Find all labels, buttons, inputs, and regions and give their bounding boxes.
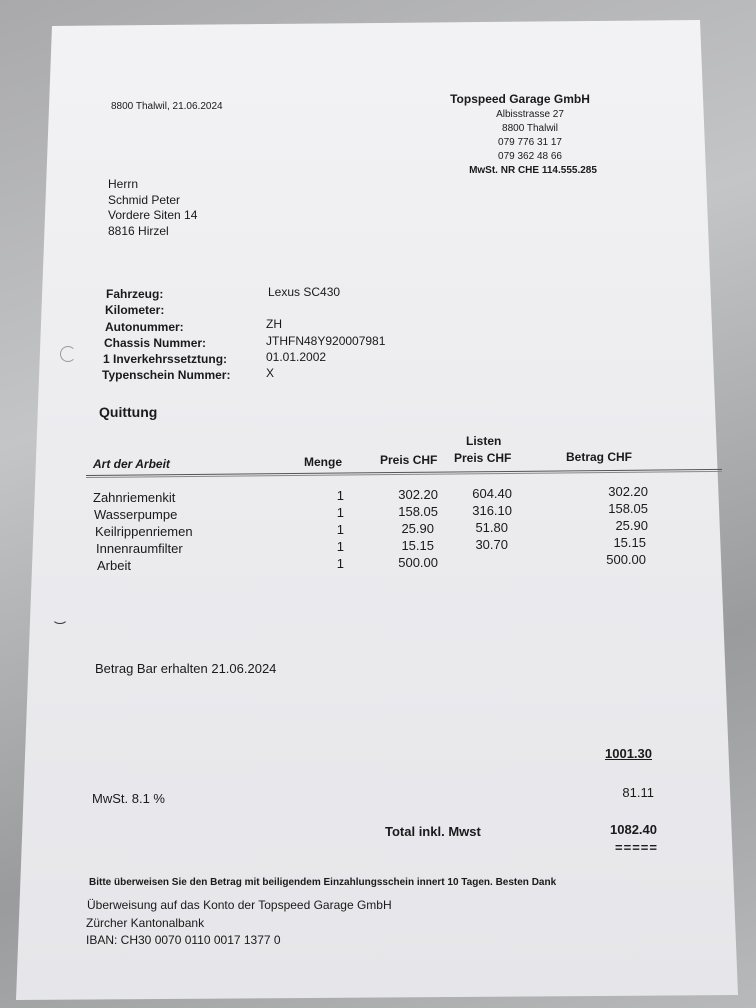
payment-notice: Bitte überweisen Sie den Betrag mit beiligendem Einzahlungsschein innert 10 Tagen. Besten Dank (89, 877, 557, 888)
vehicle-value: 01.01.2002 (266, 349, 327, 364)
header-list-top: Listen (466, 434, 502, 448)
recipient-salutation: Herrn (108, 177, 139, 191)
row-list: 51.80 (475, 520, 508, 535)
vehicle-values (266, 284, 385, 381)
header-price: Preis CHF (380, 453, 438, 467)
row-item: Innenraumfilter (96, 541, 183, 556)
row-amount: 500.00 (606, 552, 646, 567)
row-list: 30.70 (475, 537, 508, 552)
receipt-title: Quittung (99, 404, 158, 420)
row-qty: 1 (336, 488, 344, 503)
vehicle-value: Lexus SC430 (268, 285, 341, 299)
punch-mark (52, 612, 68, 624)
vehicle-labels (102, 286, 230, 384)
bank-line: Zürcher Kantonalbank (86, 916, 205, 930)
vehicle-label: Autonummer: (105, 319, 184, 334)
row-qty: 1 (336, 556, 344, 571)
row-amount: 302.20 (608, 484, 648, 499)
transfer-line: Überweisung auf das Konto der Topspeed Garage GmbH (87, 898, 392, 912)
vehicle-label: Kilometer: (105, 303, 165, 318)
recipient-street: Vordere Siten 14 (108, 208, 198, 222)
company-vat: MwSt. NR CHE 114.555.285 (469, 165, 597, 176)
row-qty: 1 (336, 505, 344, 520)
vehicle-label: Fahrzeug: (106, 287, 164, 301)
vehicle-value (266, 300, 385, 316)
vat-amount: 81.11 (622, 785, 654, 800)
iban-line: IBAN: CH30 0070 0110 0017 1377 0 (86, 933, 281, 947)
vehicle-label: 1 Inverkehrssetztung: (103, 352, 228, 367)
date-line: 8800 Thalwil, 21.06.2024 (111, 101, 223, 112)
punch-mark (60, 346, 76, 362)
total-amount: 1082.40 (610, 822, 657, 837)
company-name: Topspeed Garage GmbH (450, 92, 590, 106)
company-block (430, 92, 620, 176)
row-amount: 25.90 (615, 518, 648, 533)
row-price: 25.90 (401, 521, 434, 536)
recipient-block (108, 177, 197, 239)
row-item: Zahnriemenkit (93, 490, 176, 505)
vehicle-label: Typenschein Nummer: (102, 368, 231, 383)
row-amount: 15.15 (613, 535, 646, 550)
vat-label: MwSt. 8.1 % (92, 791, 165, 806)
total-double-underline: ===== (615, 840, 658, 855)
header-work: Art der Arbeit (93, 457, 170, 471)
row-price: 15.15 (401, 538, 434, 553)
header-qty: Menge (304, 455, 343, 469)
header-list-price: Preis CHF (454, 451, 512, 465)
vehicle-label: Chassis Nummer: (104, 335, 207, 350)
row-price: 158.05 (398, 504, 438, 519)
company-street: Albisstrasse 27 (496, 109, 564, 120)
total-label: Total inkl. Mwst (385, 824, 481, 839)
row-price: 500.00 (398, 555, 438, 570)
vehicle-value: ZH (266, 317, 282, 332)
row-price: 302.20 (398, 487, 438, 502)
company-phone-1: 079 776 31 17 (498, 137, 562, 148)
company-city: 8800 Thalwil (502, 123, 558, 134)
paid-note: Betrag Bar erhalten 21.06.2024 (95, 661, 277, 676)
row-qty: 1 (336, 522, 344, 537)
recipient-city: 8816 Hirzel (108, 223, 169, 238)
company-phone-2: 079 362 48 66 (498, 151, 562, 162)
row-item: Wasserpumpe (94, 507, 178, 522)
row-list: 316.10 (472, 503, 512, 518)
row-amount: 158.05 (608, 501, 648, 516)
row-list: 604.40 (472, 486, 512, 501)
header-amount: Betrag CHF (566, 450, 633, 464)
row-item: Arbeit (97, 558, 131, 573)
vehicle-value: X (266, 366, 275, 381)
row-item: Keilrippenriemen (95, 524, 193, 539)
row-qty: 1 (336, 539, 344, 554)
vehicle-value: JTHFN48Y920007981 (266, 333, 386, 348)
subtotal: 1001.30 (605, 746, 652, 761)
recipient-name: Schmid Peter (108, 192, 181, 207)
